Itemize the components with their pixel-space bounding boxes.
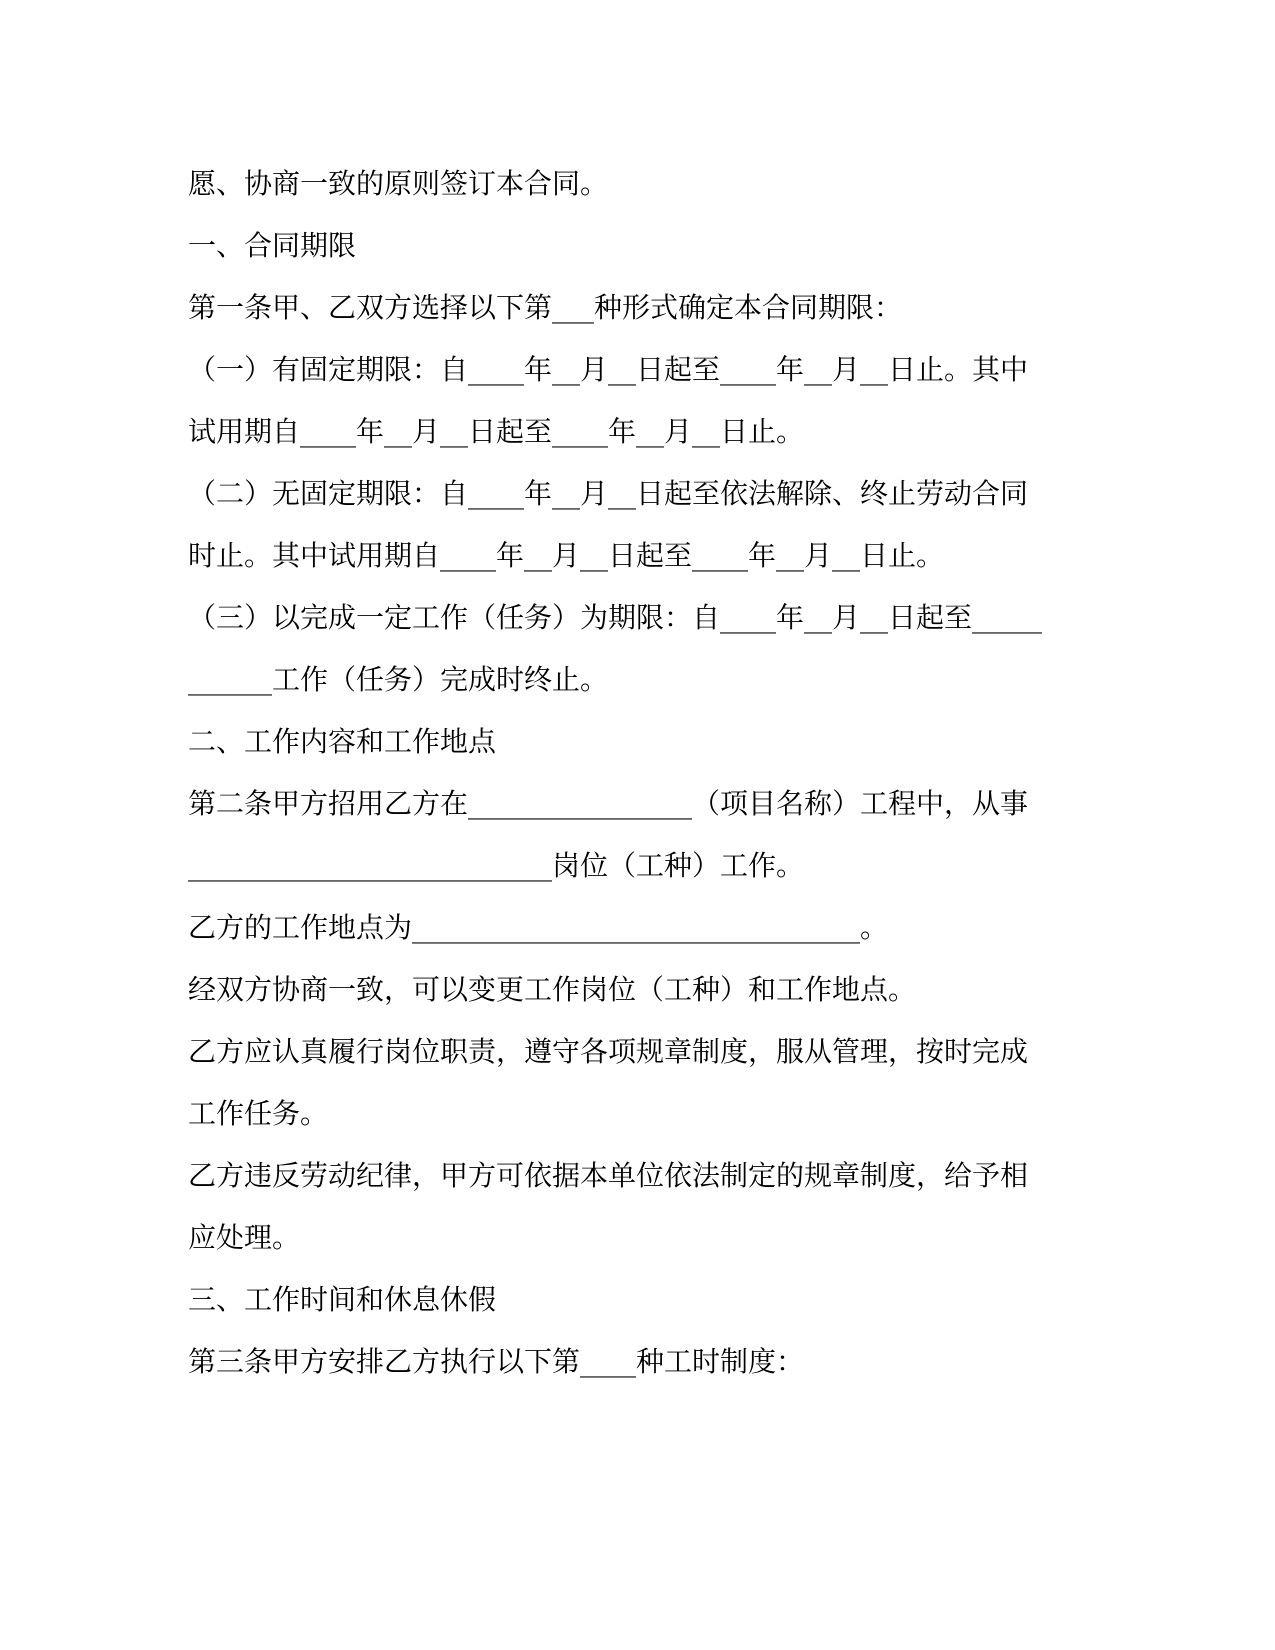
section-heading: 一、合同期限: [188, 229, 357, 262]
section-heading: 二、工作内容和工作地点: [188, 725, 497, 758]
text-line: 试用期自____年__月__日起至____年__月__日止。: [188, 415, 805, 448]
text-line: 第三条甲方安排乙方执行以下第____种工时制度：: [188, 1345, 805, 1378]
text-line: 应处理。: [188, 1221, 301, 1254]
text-line: 经双方协商一致，可以变更工作岗位（工种）和工作地点。: [188, 973, 917, 1006]
text-line: 愿、协商一致的原则签订本合同。: [188, 167, 609, 200]
text-line: 第二条甲方招用乙方在________________（项目名称）工程中，从事: [188, 787, 1029, 820]
text-line: __________________________岗位（工种）工作。: [188, 849, 805, 882]
text-line: 乙方应认真履行岗位职责，遵守各项规章制度，服从管理，按时完成: [188, 1035, 1029, 1068]
text-line: 乙方违反劳动纪律，甲方可依据本单位依法制定的规章制度，给予相: [188, 1159, 1029, 1192]
text-line: （一）有固定期限：自____年__月__日起至____年__月__日止。其中: [188, 353, 1029, 386]
section-heading: 三、工作时间和休息休假: [188, 1283, 497, 1316]
text-line: 工作任务。: [188, 1097, 329, 1130]
text-line: 时止。其中试用期自____年__月__日起至____年__月__日止。: [188, 539, 945, 572]
text-line: （三）以完成一定工作（任务）为期限：自____年__月__日起至_____: [188, 601, 1043, 634]
text-line: 乙方的工作地点为________________________________。: [188, 911, 889, 944]
text-line: 第一条甲、乙双方选择以下第___种形式确定本合同期限：: [188, 291, 903, 324]
text-line: ______工作（任务）完成时终止。: [188, 663, 609, 696]
text-line: （二）无固定期限：自____年__月__日起至依法解除、终止劳动合同: [188, 477, 1029, 510]
